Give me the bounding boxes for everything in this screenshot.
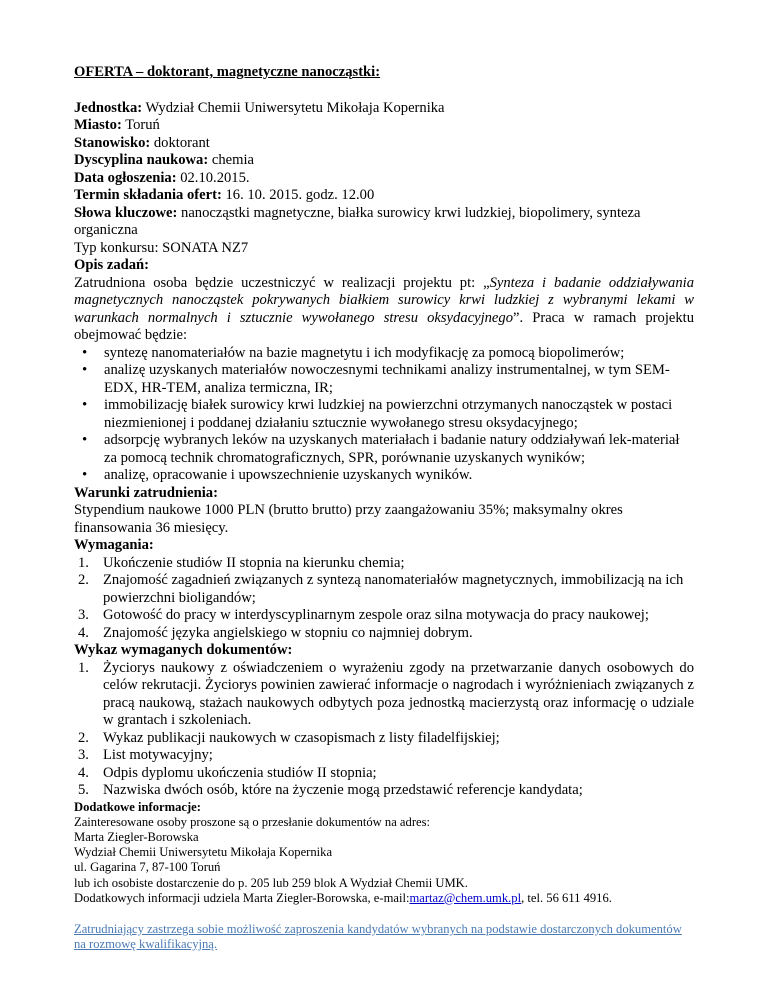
- tasks-intro: [74, 275, 694, 345]
- list-item: 5. Nazwiska dwóch osób, które na życzenie mogą przedstawić referencje kandydata;: [78, 782, 583, 798]
- documents-list: [74, 660, 694, 800]
- document-page: [74, 64, 694, 965]
- tasks-list: [74, 345, 694, 485]
- field-value: chemia: [208, 152, 255, 168]
- field-posted-date: [74, 170, 694, 188]
- project-title: Synteza i badanie oddziaływania magnetycznych nanocząstek pokrywanych białkiem surowicy krwi ludzkiej z wybranymi lekami w warunkach normalnych i sztucznie wywołanego stresu oksydacyjnego: [74, 274, 694, 326]
- additional-heading: Dodatkowe informacje:: [74, 799, 201, 814]
- additional-line: ul. Gagarina 7, 87-100 Toruń: [74, 860, 221, 875]
- field-label: Data ogłoszenia:: [74, 169, 177, 186]
- list-item: 1. Życiorys naukowy z oświadczeniem o wyrażeniu zgody na przetwarzanie danych osobowych do celów rekrutacji. Życiorys powinien zawierać informacje o nagrodach i wyróżnieniach związanych z pracą naukową, stażach naukowych odbytych poza jednostką macierzystą oraz informację o udziale w grantach i szkoleniach.: [78, 659, 694, 728]
- field-value: 02.10.2015.: [176, 169, 250, 186]
- field-label: Miasto:: [74, 117, 122, 133]
- competition-type: Typ konkursu: SONATA NZ7: [74, 239, 249, 256]
- conditions-text: Stypendium naukowe 1000 PLN (brutto brutto) przy zaangażowaniu 35%; maksymalny okres finansowania 36 miesięcy.: [74, 502, 623, 536]
- field-unit: [74, 100, 694, 118]
- field-value: nanocząstki magnetyczne, białka surowicy krwi ludzkiej, biopolimery, synteza organiczna: [74, 204, 641, 238]
- list-item: • analizę, opracowanie i upowszechnienie uzyskanych wyników.: [74, 467, 694, 485]
- field-keywords: [74, 205, 694, 240]
- offer-title: OFERTA – doktorant, magnetyczne nanocząstki:: [74, 64, 381, 80]
- field-label: Dyscyplina naukowa:: [74, 152, 209, 168]
- field-value: Wydział Chemii Uniwersytetu Mikołaja Kopernika: [142, 99, 445, 116]
- list-item-text: Nazwiska dwóch osób, które na życzenie mogą przedstawić referencje kandydata;: [103, 782, 583, 798]
- requirements-heading: Wymagania:: [74, 537, 154, 553]
- list-item-text: Znajomość zagadnień związanych z syntezą nanomateriałów magnetycznych, immobilizacją na ich powierzchni bioligandów;: [103, 572, 684, 606]
- tasks-heading: Opis zadań:: [74, 257, 150, 273]
- additional-line: Wydział Chemii Uniwersytetu Mikołaja Kopernika: [74, 845, 333, 860]
- list-item-text: Znajomość języka angielskiego w stopniu co najmniej dobrym.: [103, 624, 473, 641]
- list-item-text: List motywacyjny;: [103, 747, 213, 763]
- field-position: [74, 135, 694, 153]
- list-item: 2. Wykaz publikacji naukowych w czasopismach z listy filadelfijskiej;: [78, 729, 500, 746]
- conditions-heading: Warunki zatrudnienia:: [74, 484, 218, 501]
- list-item-text: Wykaz publikacji naukowych w czasopismach z listy filadelfijskiej;: [103, 729, 500, 746]
- list-item: 4. Odpis dyplomu ukończenia studiów II stopnia;: [78, 764, 377, 781]
- list-item: 3. List motywacyjny;: [78, 747, 213, 763]
- field-discipline: [74, 152, 694, 170]
- tasks-intro-start: Zatrudniona osoba będzie uczestniczyć w realizacji projektu pt: „: [74, 274, 490, 291]
- list-item-text: Odpis dyplomu ukończenia studiów II stopnia;: [103, 764, 377, 781]
- field-city: [74, 117, 694, 135]
- offer-fields: [74, 100, 694, 240]
- list-item: • syntezę nanomateriałów na bazie magnetytu i ich modyfikację za pomocą biopolimerów;: [74, 345, 694, 363]
- field-label: Jednostka:: [74, 99, 143, 116]
- field-label: Termin składania ofert:: [74, 187, 222, 203]
- field-deadline: [74, 187, 694, 205]
- documents-heading: Wykaz wymaganych dokumentów:: [74, 642, 293, 658]
- field-value: 16. 10. 2015. godz. 12.00: [221, 187, 375, 203]
- requirements-list: [74, 555, 694, 643]
- list-item: 4. Znajomość języka angielskiego w stopniu co najmniej dobrym.: [78, 624, 473, 641]
- additional-info: [74, 800, 694, 906]
- email-link[interactable]: martaz@chem.umk.pl: [409, 890, 522, 905]
- list-item: 1. Ukończenie studiów II stopnia na kierunku chemia;: [78, 554, 405, 571]
- field-value: Toruń: [121, 117, 160, 133]
- list-item: 2. Znajomość zagadnień związanych z syntezą nanomateriałów magnetycznych, immobilizacją na ich powierzchni bioligandów;: [78, 572, 684, 606]
- footer-note[interactable]: Zatrudniający zastrzega sobie możliwość zaproszenia kandydatów wybranych na podstawie dostarczonych dokumentów na rozmowę kwalifikacyjną.: [74, 921, 682, 952]
- list-item: 3. Gotowość do pracy w interdyscyplinarnym zespole oraz silna motywacja do pracy naukowej;: [78, 607, 649, 623]
- list-item-text: Gotowość do pracy w interdyscyplinarnym zespole oraz silna motywacja do pracy naukowej;: [103, 607, 649, 623]
- additional-line: lub ich osobiste dostarczenie do p. 205 lub 259 blok A Wydział Chemii UMK.: [74, 875, 468, 890]
- list-item-text: Życiorys naukowy z oświadczeniem o wyrażeniu zgody na przetwarzanie danych osobowych do celów rekrutacji. Życiorys powinien zawierać informacje o nagrodach i wyróżnieniach związanych z pracą naukową, stażach naukowych odbytych poza jednostką macierzystą oraz informację o udziale w grantach i szkoleniach.: [103, 659, 694, 728]
- contact-phone: , tel. 56 611 4916.: [521, 890, 612, 905]
- list-item-text: Ukończenie studiów II stopnia na kierunku chemia;: [103, 554, 405, 571]
- field-value: doktorant: [150, 134, 210, 151]
- contact-text: Dodatkowych informacji udziela Marta Ziegler-Borowska, e-mail:: [74, 890, 410, 905]
- contact-line: [74, 891, 694, 906]
- list-item: • immobilizację białek surowicy krwi ludzkiej na powierzchni otrzymanych nanocząstek w postaci niezmienionej i poddanej działaniu sztucznie wywołanego stresu oksydacyjnego;: [74, 397, 694, 432]
- field-label: Słowa kluczowe:: [74, 204, 178, 221]
- list-item: • adsorpcję wybranych leków na uzyskanych materiałach i badanie natury oddziaływań lek-materiał za pomocą technik chromatograficznych, SPR, porównanie uzyskanych wyników;: [74, 432, 694, 467]
- field-label: Stanowisko:: [74, 134, 151, 151]
- additional-line: Marta Ziegler-Borowska: [74, 829, 199, 844]
- tasks-intro-end: ”. Praca w ramach projektu obejmować będzie:: [74, 309, 694, 343]
- list-item: • analizę uzyskanych materiałów nowoczesnymi technikami analizy instrumentalnej, w tym SEM-EDX, HR-TEM, analiza termiczna, IR;: [74, 362, 694, 397]
- additional-line: Zainteresowane osoby proszone są o przesłanie dokumentów na adres:: [74, 814, 431, 829]
